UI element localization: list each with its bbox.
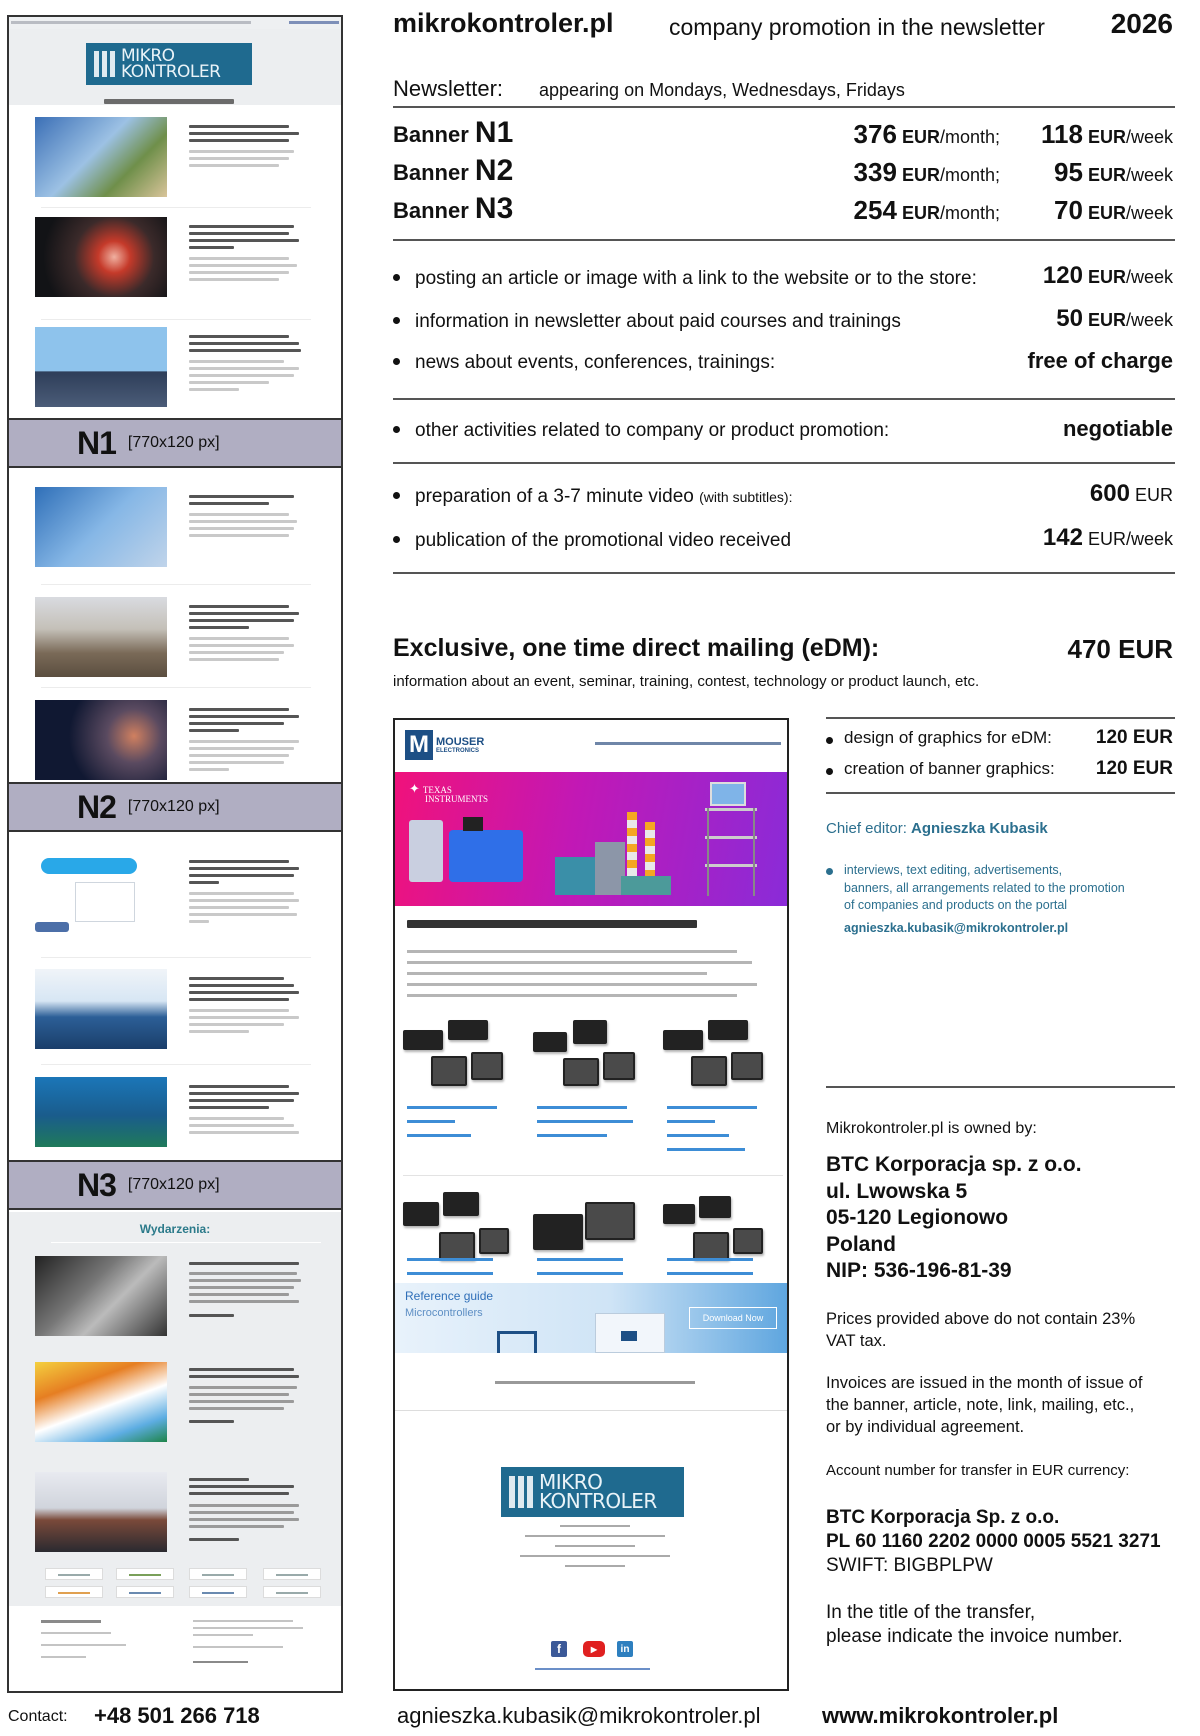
- article-image: [35, 700, 167, 780]
- currency: EUR: [901, 165, 940, 185]
- chief-editor: [826, 820, 1048, 837]
- bullet-icon: [393, 492, 400, 499]
- divider: [826, 792, 1175, 794]
- banner-prefix: Banner: [393, 198, 469, 223]
- logo-line1: MIKRO: [121, 45, 175, 66]
- category-chip[interactable]: [189, 1586, 247, 1598]
- divider: [393, 106, 1175, 108]
- graphics-label: design of graphics for eDM:: [844, 728, 1052, 747]
- mikrokontroler-footer-logo: [501, 1467, 684, 1517]
- invoice-note: [826, 1372, 1142, 1438]
- slot-code: N1: [77, 424, 116, 461]
- mouser-logo-sub: ELECTRONICS: [436, 747, 480, 754]
- video-unit: EUR: [1134, 485, 1173, 505]
- article-image: [35, 487, 167, 567]
- edm-title: Exclusive, one time direct mailing (eDM):: [393, 634, 880, 662]
- graphics-price: 120 EUR: [1095, 727, 1173, 748]
- slot-code: N3: [77, 1166, 116, 1203]
- account-label: Account number for transfer in EUR currency:: [826, 1462, 1130, 1479]
- linkedin-icon[interactable]: in: [617, 1641, 633, 1657]
- chief-editor-name: Agnieszka Kubasik: [911, 820, 1048, 837]
- editor-duties-line: of companies and products on the portal: [844, 898, 1068, 912]
- unsubscribe-link-placeholder[interactable]: [535, 1668, 650, 1670]
- divider: [393, 239, 1175, 241]
- event-image: [35, 1256, 167, 1336]
- service-unit: /week: [1125, 267, 1173, 287]
- mouser-logo-text: MOUSER: [436, 735, 485, 748]
- category-chip[interactable]: [116, 1586, 174, 1598]
- product-link[interactable]: [537, 1134, 607, 1137]
- banner-code: N1: [474, 116, 514, 149]
- currency: EUR: [901, 127, 940, 147]
- account-number: PL 60 1160 2202 0000 0005 5521 3271: [826, 1531, 1161, 1552]
- month-price: 376: [853, 119, 897, 149]
- product-link[interactable]: [407, 1106, 497, 1109]
- download-now-button[interactable]: Download Now: [689, 1307, 777, 1329]
- divider: [826, 717, 1175, 719]
- owner-nip: NIP: 536-196-81-39: [826, 1259, 1012, 1282]
- logo-line2: KONTROLER: [539, 1489, 657, 1513]
- month-unit: /month;: [939, 165, 1000, 185]
- divider: [826, 1086, 1175, 1088]
- banner-price-row-n2: [393, 156, 1175, 190]
- account-details: [826, 1506, 1161, 1578]
- bullet-icon: [393, 426, 400, 433]
- divider: [393, 462, 1175, 464]
- invoice-note-line: or by individual agreement.: [826, 1418, 1025, 1436]
- product-link[interactable]: [667, 1134, 729, 1137]
- video-label: publication of the promotional video received: [415, 530, 792, 551]
- article-image: [35, 217, 167, 297]
- invoice-note-line: Invoices are issued in the month of issue of: [826, 1374, 1143, 1392]
- mouser-logo: M MOUSER ELECTRONICS: [405, 730, 484, 760]
- article-image: [35, 1077, 167, 1147]
- product-link[interactable]: [667, 1148, 745, 1151]
- service-item: [393, 346, 1175, 376]
- bullet-icon: [393, 536, 400, 543]
- mikrokontroler-logo: [86, 43, 252, 85]
- product-link[interactable]: [407, 1134, 471, 1137]
- category-chip[interactable]: [263, 1586, 321, 1598]
- video-label: preparation of a 3-7 minute video: [415, 486, 694, 507]
- editor-duties: [844, 862, 1125, 915]
- reference-guide-banner[interactable]: [395, 1283, 787, 1353]
- bullet-icon: [826, 737, 833, 744]
- article-image: [35, 327, 167, 407]
- service-label: news about events, conferences, trainings:: [415, 352, 776, 373]
- slot-size: [770x120 px]: [127, 1176, 220, 1193]
- week-price: 95: [1054, 157, 1083, 187]
- article-image: [35, 852, 167, 932]
- currency: EUR: [1087, 165, 1126, 185]
- newsletter-preview-footer: [9, 1606, 341, 1693]
- product-link[interactable]: [407, 1120, 455, 1123]
- product-link[interactable]: [667, 1258, 753, 1261]
- banner-slot-n3: [9, 1160, 341, 1210]
- graphics-item: [826, 759, 1175, 783]
- events-title: Wydarzenia:: [139, 1222, 211, 1236]
- facebook-icon[interactable]: f: [551, 1641, 567, 1657]
- owner-street: ul. Lwowska 5: [826, 1179, 968, 1203]
- product-image: [533, 1020, 643, 1090]
- invoice-note-line: the banner, article, note, link, mailing, etc.,: [826, 1396, 1135, 1414]
- category-chip[interactable]: [116, 1568, 174, 1580]
- week-unit: /week: [1125, 165, 1173, 185]
- graphics-item: [826, 728, 1175, 752]
- site-name: mikrokontroler.pl: [393, 8, 614, 38]
- transfer-note-line: In the title of the transfer,: [826, 1602, 1036, 1623]
- bullet-icon: [393, 274, 400, 281]
- events-section: [9, 1212, 341, 1606]
- other-label: other activities related to company or product promotion:: [415, 420, 890, 441]
- transfer-note-line: please indicate the invoice number.: [826, 1626, 1123, 1647]
- ti-logo: ✦ TEXAS INSTRUMENTS: [409, 781, 489, 804]
- banner-slot-n1: [9, 418, 341, 468]
- youtube-icon[interactable]: ▶: [583, 1641, 605, 1657]
- editor-duties-line: banners, all arrangements related to the promotion: [844, 880, 1125, 895]
- video-item: [393, 480, 1175, 510]
- other-value: negotiable: [1062, 416, 1173, 441]
- graphics-label: creation of banner graphics:: [844, 759, 1055, 778]
- category-chip[interactable]: [189, 1568, 247, 1580]
- edm-preview-header: [395, 720, 787, 772]
- ti-logo-line2: INSTRUMENTS: [425, 794, 489, 804]
- owner-company: BTC Korporacja sp. z o.o.: [826, 1153, 1082, 1176]
- month-price: 254: [853, 195, 897, 225]
- bullet-icon: [826, 768, 833, 775]
- week-unit: /week: [1125, 203, 1173, 223]
- other-activities-item: [393, 414, 1175, 444]
- product-image: [403, 1020, 513, 1090]
- account-company: BTC Korporacja Sp. z o.o.: [826, 1507, 1060, 1528]
- swift-code: SWIFT: BIGBPLPW: [826, 1555, 993, 1576]
- banner-price-row-n3: [393, 194, 1175, 228]
- contact-phone[interactable]: +48 501 266 718: [94, 1703, 260, 1728]
- graphics-price: 120 EUR: [1095, 758, 1173, 779]
- article-image: [35, 597, 167, 677]
- article-image: [35, 969, 167, 1049]
- currency: EUR: [901, 203, 940, 223]
- product-link[interactable]: [537, 1258, 623, 1261]
- video-note: (with subtitles):: [699, 489, 793, 505]
- product-link[interactable]: [667, 1106, 757, 1109]
- banner-code: N3: [474, 192, 514, 225]
- currency: EUR: [1087, 127, 1126, 147]
- owner-country: Poland: [826, 1232, 897, 1256]
- logo-line1: MIKRO: [539, 1470, 603, 1494]
- video-item: [393, 524, 1175, 554]
- video-price: 142: [1042, 524, 1083, 551]
- chief-editor-label: Chief editor:: [826, 820, 907, 837]
- edm-tagline-placeholder: [595, 742, 781, 745]
- month-unit: /month;: [939, 127, 1000, 147]
- event-image: [35, 1472, 167, 1552]
- service-label: information in newsletter about paid courses and trainings: [415, 311, 901, 332]
- product-link[interactable]: [537, 1106, 627, 1109]
- reference-guide-subtitle: Microcontrollers: [405, 1307, 483, 1319]
- banner-prefix: Banner: [393, 122, 469, 147]
- week-price: 118: [1040, 119, 1083, 149]
- product-link[interactable]: [667, 1272, 753, 1275]
- product-link[interactable]: [407, 1258, 493, 1261]
- video-price: 600: [1089, 480, 1130, 507]
- edm-hero-image: [395, 772, 787, 906]
- week-unit: /week: [1125, 127, 1173, 147]
- contact-email[interactable]: agnieszka.kubasik@mikrokontroler.pl: [397, 1703, 761, 1728]
- owner-intro: Mikrokontroler.pl is owned by:: [826, 1120, 1037, 1137]
- vat-note-line: VAT tax.: [826, 1332, 887, 1350]
- bullet-icon: [826, 868, 833, 875]
- owner-city: 05-120 Legionowo: [826, 1206, 1009, 1229]
- edm-preview: [393, 718, 789, 1691]
- event-image: [35, 1362, 167, 1442]
- banner-slot-n2: [9, 782, 341, 832]
- product-image: [663, 1192, 773, 1262]
- ti-logo-line1: TEXAS: [422, 785, 452, 795]
- service-unit: /week: [1125, 310, 1173, 330]
- edm-price: 470 EUR: [1067, 634, 1173, 664]
- currency: EUR: [1087, 203, 1126, 223]
- product-image: [663, 1020, 773, 1090]
- week-price: 70: [1054, 195, 1083, 225]
- slot-size: [770x120 px]: [127, 434, 220, 451]
- service-price: 120: [1042, 262, 1083, 289]
- owner-address: [826, 1152, 1082, 1285]
- editor-email[interactable]: agnieszka.kubasik@mikrokontroler.pl: [844, 921, 1069, 935]
- banner-code: N2: [474, 154, 514, 187]
- logo-line2: KONTROLER: [121, 62, 221, 82]
- slot-size: [770x120 px]: [127, 798, 220, 815]
- contact-label: Contact:: [8, 1708, 68, 1725]
- editor-duties-line: interviews, text editing, advertisements,: [844, 863, 1063, 877]
- vat-note-line: Prices provided above do not contain 23%: [826, 1310, 1136, 1328]
- service-price: 50: [1056, 305, 1083, 332]
- newsletter-preview-header: [9, 29, 341, 105]
- category-chip[interactable]: [263, 1568, 321, 1580]
- category-chip[interactable]: [45, 1586, 103, 1598]
- newsletter-schedule: appearing on Mondays, Wednesdays, Fridays: [539, 80, 905, 100]
- bullet-icon: [393, 358, 400, 365]
- year: 2026: [1110, 8, 1173, 39]
- category-chip[interactable]: [45, 1568, 103, 1580]
- divider: [393, 398, 1175, 400]
- edm-description: information about an event, seminar, training, contest, technology or product launch, etc.: [393, 673, 980, 690]
- website-link[interactable]: www.mikrokontroler.pl: [822, 1703, 1059, 1728]
- service-label: posting an article or image with a link to the website or to the store:: [415, 268, 977, 289]
- product-link[interactable]: [667, 1120, 715, 1123]
- product-link[interactable]: [537, 1120, 633, 1123]
- product-link[interactable]: [537, 1272, 623, 1275]
- newsletter-label: Newsletter:: [393, 76, 504, 101]
- currency: EUR: [1087, 310, 1126, 330]
- banner-prefix: Banner: [393, 160, 469, 185]
- vat-note: [826, 1308, 1135, 1352]
- newsletter-preview-topbar: [9, 17, 341, 29]
- page-subtitle: company promotion in the newsletter: [669, 14, 1045, 40]
- edm-copyright-placeholder: [495, 1381, 695, 1384]
- service-item: [393, 305, 1175, 335]
- newsletter-date-placeholder: [104, 99, 234, 104]
- newsletter-preview: [7, 15, 343, 1693]
- slot-code: N2: [77, 788, 116, 825]
- reference-guide-title: Reference guide: [405, 1289, 494, 1303]
- product-link[interactable]: [407, 1272, 493, 1275]
- month-unit: /month;: [939, 203, 1000, 223]
- service-item: [393, 262, 1175, 292]
- month-price: 339: [853, 157, 897, 187]
- video-unit: EUR/week: [1087, 529, 1173, 549]
- currency: EUR: [1087, 267, 1126, 287]
- divider: [393, 572, 1175, 574]
- edm-heading-placeholder: [407, 920, 697, 928]
- banner-price-row-n1: [393, 118, 1175, 152]
- bullet-icon: [393, 317, 400, 324]
- article-image: [35, 117, 167, 197]
- transfer-title-note: [826, 1601, 1123, 1649]
- product-image: [403, 1192, 513, 1262]
- service-value: free of charge: [1027, 348, 1173, 373]
- product-image: [533, 1192, 643, 1262]
